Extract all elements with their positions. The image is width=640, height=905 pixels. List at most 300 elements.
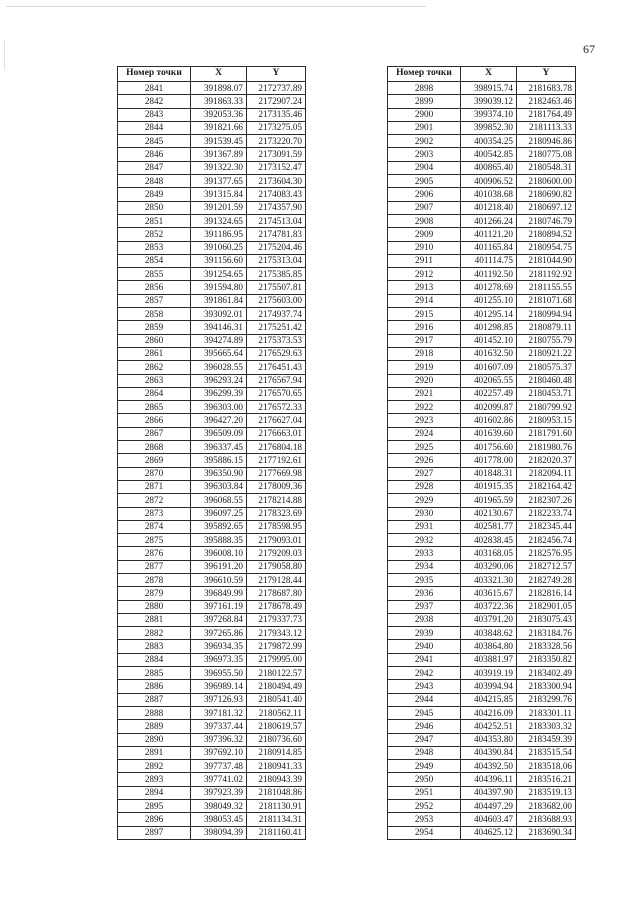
cell-x: 396337.45	[191, 441, 247, 454]
cell-x: 396008.10	[191, 547, 247, 560]
cell-x: 401632.50	[461, 347, 517, 360]
cell-y: 2182901.05	[517, 600, 576, 613]
table-row	[118, 148, 306, 161]
cell-y: 2176663.01	[247, 427, 306, 440]
table-row	[388, 653, 576, 666]
table-row	[118, 573, 306, 586]
cell-point-number: 2897	[118, 826, 191, 839]
cell-x: 402581.77	[461, 520, 517, 533]
cell-point-number: 2860	[118, 334, 191, 347]
cell-x: 397396.32	[191, 733, 247, 746]
cell-y: 2175385.85	[247, 268, 306, 281]
cell-x: 396068.55	[191, 494, 247, 507]
table-row	[388, 387, 576, 400]
cell-x: 401848.31	[461, 467, 517, 480]
cell-y: 2176529.63	[247, 347, 306, 360]
cell-x: 397737.48	[191, 760, 247, 773]
table-row	[118, 427, 306, 440]
table-row	[118, 281, 306, 294]
cell-y: 2174083.43	[247, 188, 306, 201]
cell-x: 403168.05	[461, 547, 517, 560]
cell-y: 2176451.43	[247, 361, 306, 374]
cell-x: 401165.84	[461, 241, 517, 254]
cell-point-number: 2861	[118, 347, 191, 360]
scan-artifact	[6, 6, 426, 7]
cell-point-number: 2888	[118, 706, 191, 719]
cell-x: 402130.67	[461, 507, 517, 520]
cell-point-number: 2889	[118, 720, 191, 733]
cell-y: 2180879.11	[517, 321, 576, 334]
cell-x: 400906.52	[461, 175, 517, 188]
cell-y: 2183519.13	[517, 786, 576, 799]
table-row	[388, 494, 576, 507]
table-row	[118, 161, 306, 174]
cell-point-number: 2936	[388, 587, 461, 600]
cell-y: 2180697.12	[517, 201, 576, 214]
cell-point-number: 2925	[388, 441, 461, 454]
table-row	[118, 746, 306, 759]
cell-y: 2180460.48	[517, 374, 576, 387]
cell-y: 2181155.55	[517, 281, 576, 294]
cell-point-number: 2893	[118, 773, 191, 786]
cell-x: 399374.10	[461, 108, 517, 121]
cell-x: 391186.95	[191, 228, 247, 241]
cell-point-number: 2856	[118, 281, 191, 294]
cell-point-number: 2858	[118, 308, 191, 321]
table-row	[388, 148, 576, 161]
cell-point-number: 2932	[388, 534, 461, 547]
cell-y: 2181130.91	[247, 800, 306, 813]
cell-point-number: 2868	[118, 441, 191, 454]
cell-x: 396299.39	[191, 387, 247, 400]
cell-y: 2174781.83	[247, 228, 306, 241]
table-row	[388, 733, 576, 746]
cell-x: 404603.47	[461, 813, 517, 826]
cell-y: 2174937.74	[247, 308, 306, 321]
table-row	[118, 494, 306, 507]
cell-x: 399852.30	[461, 121, 517, 134]
cell-point-number: 2937	[388, 600, 461, 613]
cell-x: 391821.66	[191, 121, 247, 134]
cell-y: 2180921.22	[517, 347, 576, 360]
cell-y: 2181048.86	[247, 786, 306, 799]
cell-point-number: 2947	[388, 733, 461, 746]
cell-y: 2182094.11	[517, 467, 576, 480]
cell-x: 392053.36	[191, 108, 247, 121]
cell-y: 2179128.44	[247, 573, 306, 586]
table-row	[388, 693, 576, 706]
cell-x: 403848.62	[461, 627, 517, 640]
cell-y: 2173604.30	[247, 175, 306, 188]
cell-x: 391861.84	[191, 294, 247, 307]
cell-y: 2183515.54	[517, 746, 576, 759]
cell-x: 401278.69	[461, 281, 517, 294]
table-row	[118, 773, 306, 786]
cell-x: 395888.35	[191, 534, 247, 547]
table-row	[118, 334, 306, 347]
cell-x: 391539.45	[191, 135, 247, 148]
table-row	[118, 786, 306, 799]
table-row	[388, 135, 576, 148]
cell-point-number: 2857	[118, 294, 191, 307]
cell-x: 401114.75	[461, 254, 517, 267]
cell-point-number: 2952	[388, 800, 461, 813]
cell-y: 2181980.76	[517, 441, 576, 454]
table-row	[388, 201, 576, 214]
cell-point-number: 2920	[388, 374, 461, 387]
table-row	[118, 108, 306, 121]
cell-y: 2179337.73	[247, 613, 306, 626]
cell-x: 402257.49	[461, 387, 517, 400]
table-row	[388, 121, 576, 134]
table-row	[118, 760, 306, 773]
table-row	[388, 826, 576, 839]
cell-y: 2180946.86	[517, 135, 576, 148]
table-row	[388, 813, 576, 826]
table-row	[388, 680, 576, 693]
cell-point-number: 2905	[388, 175, 461, 188]
cell-y: 2179058.80	[247, 560, 306, 573]
cell-x: 394274.89	[191, 334, 247, 347]
cell-y: 2180453.71	[517, 387, 576, 400]
cell-point-number: 2862	[118, 361, 191, 374]
cell-y: 2180562.11	[247, 706, 306, 719]
cell-x: 403864.80	[461, 640, 517, 653]
coordinates-table-right	[387, 66, 576, 840]
cell-y: 2180548.31	[517, 161, 576, 174]
table-row	[388, 347, 576, 360]
cell-point-number: 2943	[388, 680, 461, 693]
cell-point-number: 2887	[118, 693, 191, 706]
cell-point-number: 2912	[388, 268, 461, 281]
cell-point-number: 2886	[118, 680, 191, 693]
cell-point-number: 2922	[388, 401, 461, 414]
table-row	[118, 254, 306, 267]
table-row	[388, 254, 576, 267]
table-row	[118, 188, 306, 201]
table-row	[118, 653, 306, 666]
cell-x: 391156.60	[191, 254, 247, 267]
cell-y: 2182307.26	[517, 494, 576, 507]
cell-y: 2183299.76	[517, 693, 576, 706]
cell-y: 2180799.92	[517, 401, 576, 414]
header-x: X	[191, 67, 247, 82]
table-row	[388, 720, 576, 733]
cell-point-number: 2873	[118, 507, 191, 520]
cell-point-number: 2892	[118, 760, 191, 773]
cell-point-number: 2951	[388, 786, 461, 799]
cell-x: 396191.20	[191, 560, 247, 573]
table-row	[388, 361, 576, 374]
cell-x: 403321.30	[461, 573, 517, 586]
table-row	[388, 374, 576, 387]
cell-x: 396097.25	[191, 507, 247, 520]
cell-y: 2173135.46	[247, 108, 306, 121]
cell-point-number: 2863	[118, 374, 191, 387]
cell-y: 2180600.00	[517, 175, 576, 188]
cell-y: 2180541.40	[247, 693, 306, 706]
cell-point-number: 2899	[388, 95, 461, 108]
cell-point-number: 2954	[388, 826, 461, 839]
cell-point-number: 2895	[118, 800, 191, 813]
cell-point-number: 2906	[388, 188, 461, 201]
table-row	[388, 600, 576, 613]
table-row	[388, 667, 576, 680]
table-row	[388, 268, 576, 281]
table-row	[118, 800, 306, 813]
cell-x: 397268.84	[191, 613, 247, 626]
table-row	[388, 507, 576, 520]
cell-point-number: 2870	[118, 467, 191, 480]
cell-y: 2183516.21	[517, 773, 576, 786]
header-point-number: Номер точки	[118, 67, 191, 82]
cell-x: 402065.55	[461, 374, 517, 387]
table-row	[118, 826, 306, 839]
cell-point-number: 2877	[118, 560, 191, 573]
scan-artifact	[4, 40, 5, 70]
cell-point-number: 2882	[118, 627, 191, 640]
cell-y: 2182233.74	[517, 507, 576, 520]
cell-point-number: 2859	[118, 321, 191, 334]
cell-x: 401266.24	[461, 214, 517, 227]
table-body	[118, 82, 306, 840]
table-row	[388, 760, 576, 773]
table-row	[118, 135, 306, 148]
cell-x: 393092.01	[191, 308, 247, 321]
table-row	[388, 401, 576, 414]
cell-y: 2180494.49	[247, 680, 306, 693]
cell-point-number: 2902	[388, 135, 461, 148]
table-row	[388, 308, 576, 321]
cell-y: 2175204.46	[247, 241, 306, 254]
table-row	[118, 547, 306, 560]
cell-x: 402099.87	[461, 401, 517, 414]
cell-point-number: 2890	[118, 733, 191, 746]
cell-point-number: 2910	[388, 241, 461, 254]
table-row	[118, 214, 306, 227]
cell-y: 2183301.11	[517, 706, 576, 719]
cell-y: 2179872.99	[247, 640, 306, 653]
cell-point-number: 2853	[118, 241, 191, 254]
cell-x: 397337.44	[191, 720, 247, 733]
table-row	[118, 613, 306, 626]
cell-point-number: 2939	[388, 627, 461, 640]
cell-y: 2176567.94	[247, 374, 306, 387]
header-y: Y	[517, 67, 576, 82]
cell-x: 391863.33	[191, 95, 247, 108]
cell-point-number: 2942	[388, 667, 461, 680]
table-row	[118, 82, 306, 95]
table-row	[118, 454, 306, 467]
table-row	[118, 693, 306, 706]
cell-y: 2180746.79	[517, 214, 576, 227]
cell-point-number: 2919	[388, 361, 461, 374]
cell-x: 391315.84	[191, 188, 247, 201]
cell-x: 404390.84	[461, 746, 517, 759]
cell-y: 2176804.18	[247, 441, 306, 454]
cell-x: 401756.60	[461, 441, 517, 454]
cell-y: 2182463.46	[517, 95, 576, 108]
cell-x: 401255.10	[461, 294, 517, 307]
cell-point-number: 2926	[388, 454, 461, 467]
cell-y: 2180943.39	[247, 773, 306, 786]
table-row	[388, 534, 576, 547]
cell-point-number: 2865	[118, 401, 191, 414]
cell-y: 2183459.39	[517, 733, 576, 746]
table-row	[388, 786, 576, 799]
cell-x: 391201.59	[191, 201, 247, 214]
cell-y: 2175251.42	[247, 321, 306, 334]
header-x: X	[461, 67, 517, 82]
cell-y: 2180736.60	[247, 733, 306, 746]
table-row	[118, 600, 306, 613]
cell-x: 396973.35	[191, 653, 247, 666]
cell-point-number: 2842	[118, 95, 191, 108]
table-row	[388, 95, 576, 108]
cell-point-number: 2930	[388, 507, 461, 520]
cell-x: 401452.10	[461, 334, 517, 347]
cell-y: 2180941.33	[247, 760, 306, 773]
cell-point-number: 2907	[388, 201, 461, 214]
cell-y: 2179343.12	[247, 627, 306, 640]
cell-point-number: 2916	[388, 321, 461, 334]
cell-point-number: 2929	[388, 494, 461, 507]
cell-point-number: 2845	[118, 135, 191, 148]
cell-y: 2174357.90	[247, 201, 306, 214]
table-row	[118, 520, 306, 533]
cell-point-number: 2950	[388, 773, 461, 786]
cell-y: 2182164.42	[517, 480, 576, 493]
cell-x: 403919.19	[461, 667, 517, 680]
cell-x: 400354.25	[461, 135, 517, 148]
cell-x: 404216.09	[461, 706, 517, 719]
table-header-row	[118, 67, 306, 82]
cell-point-number: 2900	[388, 108, 461, 121]
table-row	[388, 241, 576, 254]
table-row	[388, 427, 576, 440]
cell-y: 2180894.52	[517, 228, 576, 241]
table-row	[388, 640, 576, 653]
cell-x: 396028.55	[191, 361, 247, 374]
cell-point-number: 2864	[118, 387, 191, 400]
cell-point-number: 2848	[118, 175, 191, 188]
cell-point-number: 2878	[118, 573, 191, 586]
cell-x: 391594.80	[191, 281, 247, 294]
cell-y: 2180914.85	[247, 746, 306, 759]
cell-point-number: 2891	[118, 746, 191, 759]
table-row	[388, 214, 576, 227]
table-row	[388, 294, 576, 307]
cell-x: 391898.07	[191, 82, 247, 95]
cell-x: 404625.12	[461, 826, 517, 839]
cell-point-number: 2934	[388, 560, 461, 573]
cell-y: 2183688.93	[517, 813, 576, 826]
table-row	[388, 414, 576, 427]
table-row	[388, 773, 576, 786]
cell-point-number: 2908	[388, 214, 461, 227]
table-row	[118, 627, 306, 640]
cell-x: 401607.09	[461, 361, 517, 374]
cell-y: 2175603.00	[247, 294, 306, 307]
cell-y: 2183690.34	[517, 826, 576, 839]
cell-x: 403615.67	[461, 587, 517, 600]
cell-point-number: 2903	[388, 148, 461, 161]
table-row	[118, 680, 306, 693]
cell-point-number: 2843	[118, 108, 191, 121]
cell-point-number: 2847	[118, 161, 191, 174]
cell-x: 391367.89	[191, 148, 247, 161]
cell-point-number: 2944	[388, 693, 461, 706]
cell-point-number: 2898	[388, 82, 461, 95]
header-y: Y	[247, 67, 306, 82]
cell-point-number: 2901	[388, 121, 461, 134]
cell-point-number: 2871	[118, 480, 191, 493]
cell-x: 401192.50	[461, 268, 517, 281]
cell-x: 398049.32	[191, 800, 247, 813]
cell-point-number: 2894	[118, 786, 191, 799]
cell-y: 2173152.47	[247, 161, 306, 174]
cell-y: 2182816.14	[517, 587, 576, 600]
cell-y: 2181160.41	[247, 826, 306, 839]
table-row	[388, 587, 576, 600]
table-row	[118, 587, 306, 600]
cell-x: 402838.45	[461, 534, 517, 547]
table-row	[388, 627, 576, 640]
cell-point-number: 2924	[388, 427, 461, 440]
cell-x: 404397.90	[461, 786, 517, 799]
cell-x: 396293.24	[191, 374, 247, 387]
cell-x: 394146.31	[191, 321, 247, 334]
cell-y: 2176572.33	[247, 401, 306, 414]
cell-point-number: 2896	[118, 813, 191, 826]
cell-point-number: 2854	[118, 254, 191, 267]
table-header-row	[388, 67, 576, 82]
cell-y: 2182456.74	[517, 534, 576, 547]
cell-point-number: 2938	[388, 613, 461, 626]
table-row	[118, 308, 306, 321]
cell-y: 2183300.94	[517, 680, 576, 693]
table-row	[388, 746, 576, 759]
cell-y: 2180954.75	[517, 241, 576, 254]
cell-x: 395665.64	[191, 347, 247, 360]
table-row	[118, 201, 306, 214]
cell-x: 398915.74	[461, 82, 517, 95]
table-row	[388, 175, 576, 188]
cell-point-number: 2851	[118, 214, 191, 227]
cell-y: 2183402.49	[517, 667, 576, 680]
cell-y: 2178678.49	[247, 600, 306, 613]
cell-point-number: 2883	[118, 640, 191, 653]
cell-point-number: 2928	[388, 480, 461, 493]
cell-y: 2180122.57	[247, 667, 306, 680]
cell-y: 2177192.61	[247, 454, 306, 467]
cell-point-number: 2931	[388, 520, 461, 533]
table-row	[118, 241, 306, 254]
cell-y: 2180619.57	[247, 720, 306, 733]
cell-x: 401965.59	[461, 494, 517, 507]
header-point-number: Номер точки	[388, 67, 461, 82]
cell-y: 2178009.36	[247, 480, 306, 493]
table-row	[388, 82, 576, 95]
table-row	[388, 613, 576, 626]
cell-point-number: 2852	[118, 228, 191, 241]
cell-point-number: 2841	[118, 82, 191, 95]
cell-y: 2175507.81	[247, 281, 306, 294]
cell-x: 391324.65	[191, 214, 247, 227]
cell-x: 396934.35	[191, 640, 247, 653]
table-row	[388, 800, 576, 813]
cell-point-number: 2945	[388, 706, 461, 719]
